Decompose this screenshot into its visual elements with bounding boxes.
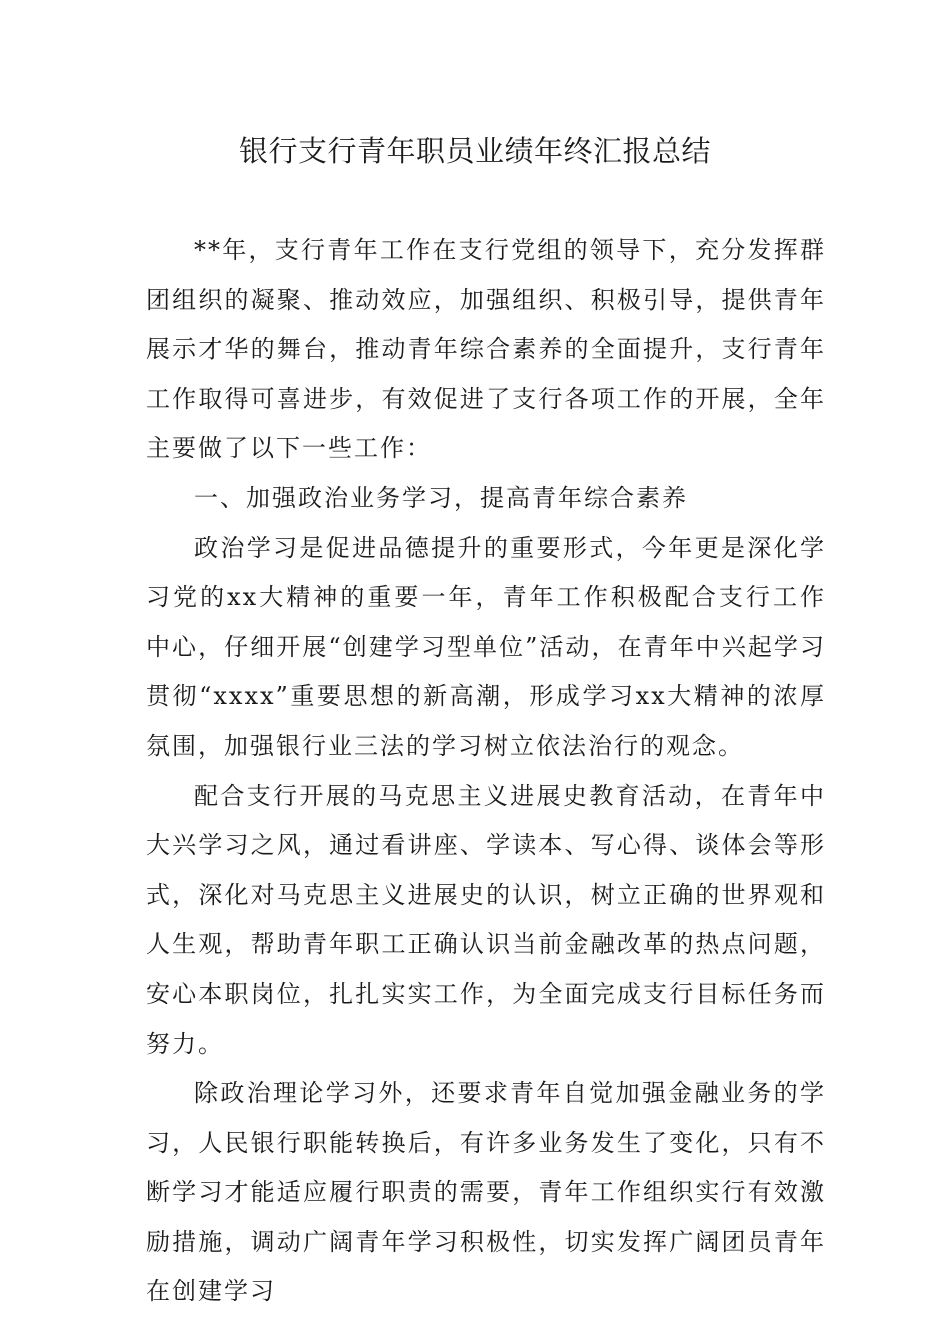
document-body (146, 226, 826, 1317)
paragraph-intro: **年，支行青年工作在支行党组的领导下，充分发挥群团组织的凝聚、推动效应，加强组织、积极引导，提供青年展示才华的舞台，推动青年综合素养的全面提升，支行青年工作取得可喜进步，有效促进了支行各项工作的开展，全年主要做了以下一些工作： (146, 236, 826, 463)
document-title: 银行支行青年职员业绩年终汇报总结 (238, 134, 711, 168)
section-heading-1: 一、加强政治业务学习，提高青年综合素养 (194, 483, 688, 512)
paragraph-business-study: 除政治理论学习外，还要求青年自觉加强金融业务的学习，人民银行职能转换后，有许多业务发生了变化，只有不断学习才能适应履行职责的需要，青年工作组织实行有效激励措施，调动广阔青年学习积极性，切实发挥广阔团员青年在创建学习 (146, 1079, 826, 1306)
paragraph-marxism-history: 配合支行开展的马克思主义进展史教育活动，在青年中大兴学习之风，通过看讲座、学读本、写心得、谈体会等形式，深化对马克思主义进展史的认识，树立正确的世界观和人生观，帮助青年职工正确认识当前金融改革的热点问题，安心本职岗位，扎扎实实工作，为全面完成支行目标任务而努力。 (146, 781, 826, 1058)
paragraph-political-study: 政治学习是促进品德提升的重要形式，今年更是深化学习党的xx大精神的重要一年，青年工作积极配合支行工作中心，仔细开展“创建学习型单位”活动，在青年中兴起学习贯彻“xxxx”重要思想的新高潮，形成学习xx大精神的浓厚氛围，加强银行业三法的学习树立依法治行的观念。 (146, 533, 826, 760)
